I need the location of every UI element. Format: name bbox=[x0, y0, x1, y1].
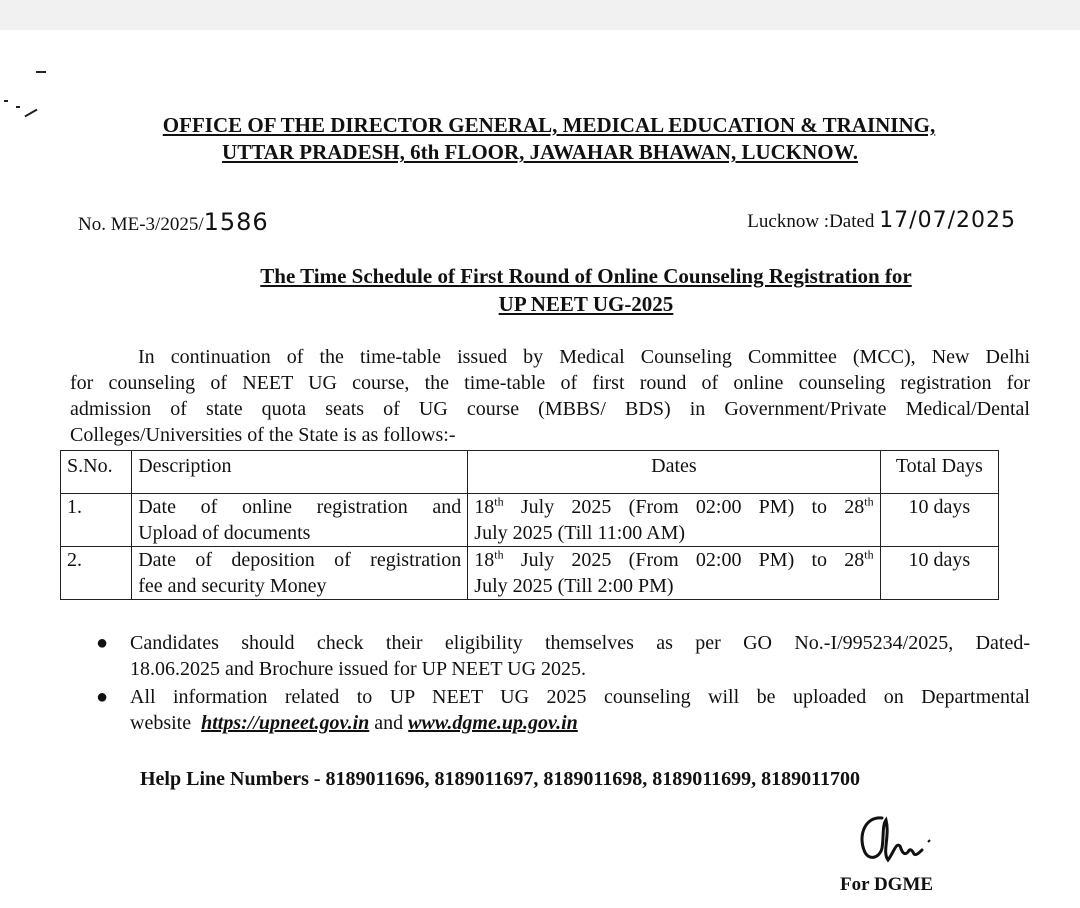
dates-line bbox=[474, 494, 873, 520]
cell-dates bbox=[468, 494, 880, 547]
dgme-link[interactable]: www.dgme.up.gov.in bbox=[408, 712, 578, 734]
table-row bbox=[61, 494, 999, 547]
description-line: Upload of documents bbox=[138, 522, 311, 544]
description-line: Date of online registration and bbox=[138, 496, 462, 518]
ordinal-suffix: th bbox=[864, 547, 874, 562]
cell-sno: 2. bbox=[61, 547, 132, 600]
reference-handwritten-number: 1586 bbox=[203, 208, 269, 236]
subject-heading bbox=[0, 262, 1080, 318]
helpline-numbers: Help Line Numbers - 8189011696, 8189011697, 8189011698, 8189011699, 8189011700 bbox=[140, 768, 861, 790]
reference-number bbox=[78, 208, 269, 236]
dates-middle: July 2025 (From 02:00 PM) to 28 bbox=[520, 496, 865, 518]
cell-total-days: 10 days bbox=[880, 547, 998, 600]
cell-sno: 1. bbox=[61, 494, 132, 547]
office-header bbox=[0, 112, 1080, 166]
list-item bbox=[90, 630, 1030, 682]
cell-total-days: 10 days bbox=[880, 494, 998, 547]
subject-line-1: The Time Schedule of First Round of Online Counseling Registration for bbox=[260, 264, 912, 288]
header-description: Description bbox=[132, 451, 468, 494]
ordinal-suffix: th bbox=[494, 547, 504, 562]
table-header-row bbox=[61, 451, 999, 494]
website-prefix: website bbox=[130, 712, 202, 734]
upneet-link[interactable]: https://upneet.gov.in bbox=[201, 712, 370, 734]
intro-paragraph bbox=[70, 344, 1030, 448]
cell-dates bbox=[468, 547, 880, 600]
start-day: 18 bbox=[474, 549, 495, 571]
description-line: fee and security Money bbox=[138, 575, 327, 597]
dates-line bbox=[474, 547, 873, 573]
table-row bbox=[61, 547, 999, 600]
bullet-icon: ● bbox=[96, 686, 109, 708]
office-line-1: OFFICE OF THE DIRECTOR GENERAL, MEDICAL EDUCATION & TRAINING, bbox=[162, 113, 936, 137]
description-line: Date of deposition of registration bbox=[138, 549, 462, 571]
dated-prefix: Lucknow :Dated bbox=[747, 211, 875, 232]
header-total-days: Total Days bbox=[880, 451, 998, 494]
paragraph-line: admission of state quota seats of UG course (MBBS/ BDS) in Government/Private Medical/Dental bbox=[70, 398, 1030, 420]
subject-line-2: UP NEET UG-2025 bbox=[498, 292, 674, 316]
reference-prefix: No. ME-3/2025/ bbox=[78, 214, 204, 235]
and-text: and bbox=[369, 712, 409, 734]
scan-speck bbox=[4, 100, 8, 102]
note-line: All information related to UP NEET UG 2025 counseling will be uploaded on Departmental bbox=[130, 686, 1030, 708]
dated-handwritten-date: 17/07/2025 bbox=[879, 208, 1016, 233]
office-line-2: UTTAR PRADESH, 6th FLOOR, JAWAHAR BHAWAN, LUCKNOW. bbox=[222, 140, 858, 164]
note-line bbox=[130, 710, 1030, 736]
dates-middle: July 2025 (From 02:00 PM) to 28 bbox=[520, 549, 865, 571]
dated-line bbox=[747, 208, 1016, 233]
dates-line-2: July 2025 (Till 2:00 PM) bbox=[474, 575, 674, 597]
bullet-icon: ● bbox=[96, 632, 109, 654]
ordinal-suffix: th bbox=[864, 494, 874, 509]
top-band bbox=[0, 0, 1080, 30]
paragraph-line: In continuation of the time-table issued by Medical Counseling Committee (MCC), New Delhi bbox=[138, 346, 1030, 368]
paragraph-line: Colleges/Universities of the State is as follows:- bbox=[70, 424, 456, 446]
signature-label: For DGME bbox=[840, 874, 934, 895]
notes-list bbox=[90, 630, 1030, 738]
scan-speck bbox=[36, 71, 46, 73]
scan-speck bbox=[16, 106, 20, 108]
dates-line-2: July 2025 (Till 11:00 AM) bbox=[474, 522, 686, 544]
note-line: Candidates should check their eligibility themselves as per GO No.-I/995234/2025, Dated- bbox=[130, 632, 1030, 654]
cell-description bbox=[132, 494, 468, 547]
paragraph-line: for counseling of NEET UG course, the time-table of first round of online counseling registration for bbox=[70, 372, 1030, 394]
note-line: 18.06.2025 and Brochure issued for UP NEET UG 2025. bbox=[130, 658, 587, 680]
cell-description bbox=[132, 547, 468, 600]
start-day: 18 bbox=[474, 496, 495, 518]
signature-image bbox=[852, 812, 942, 870]
list-item bbox=[90, 684, 1030, 736]
header-dates: Dates bbox=[468, 451, 880, 494]
ordinal-suffix: th bbox=[494, 494, 504, 509]
schedule-table bbox=[60, 450, 999, 600]
header-sno: S.No. bbox=[61, 451, 132, 494]
